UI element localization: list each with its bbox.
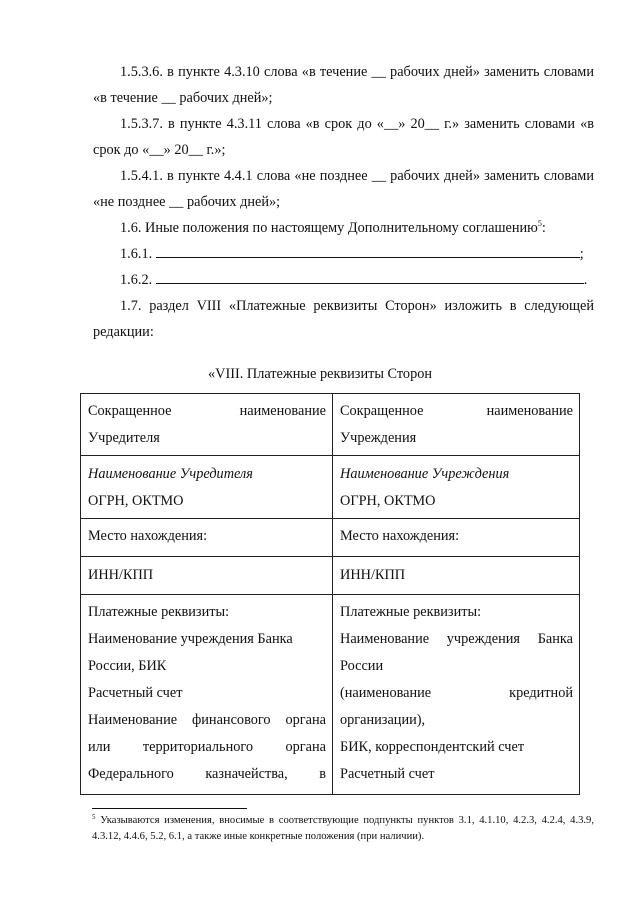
paragraph-1-6-colon: : [541,220,546,236]
fill-in-blank-line [156,242,580,258]
cell-line: или территориального органа [88,739,326,755]
cell-line: ОГРН, ОКТМО [340,493,436,509]
paragraph-1-6-2-label: 1.6.2. [120,272,153,288]
table-row [81,519,580,557]
table-cell [333,557,580,595]
table-cell [333,519,580,557]
section-heading: «VIII. Платежные реквизиты Сторон [207,366,433,382]
table-row [81,394,580,456]
paragraph-1-5-3-7: 1.5.3.7. в пункте 4.3.11 слова «в срок до «__» 20__ г.» заменить словами «в срок до «__» 20__ г.»; [93,116,594,158]
cell-line: Место нахождения: [88,528,208,544]
cell-line: Место нахождения: [340,528,460,544]
cell-line: Наименование учреждения Банка [88,631,293,647]
table-row [81,557,580,595]
table-cell [333,394,580,456]
cell-line: Расчетный счет [340,766,435,782]
cell-line: России, БИК [88,658,167,674]
cell-line: ОГРН, ОКТМО [88,493,184,509]
cell-line: Расчетный счет [88,685,183,701]
cell-line: Платежные реквизиты: [340,604,482,620]
cell-line: Наименование Учреждения [340,466,510,482]
payment-details-table [80,393,580,795]
footnote-text: Указываются изменения, вносимые в соответствующие подпункты пунктов 3.1, 4.1.10, 4.2.3, 4.2.4, 4.3.9, 4.3.12, 4.4.6, 5.2, 6.1, а также иные конкретные положения (при наличии). [92,815,594,842]
cell-line: Федерального казначейства, в [88,766,326,782]
footnote-ref-5: 5 [537,219,542,228]
cell-line: организации), [340,712,426,728]
cell-line: Сокращенное наименование [88,403,326,419]
footnote-mark: 5 [92,813,96,821]
paragraph-1-6-1 [120,241,584,267]
table-cell [81,394,333,456]
table-cell [81,595,333,795]
fill-in-blank-line [156,268,584,284]
table-cell [81,456,333,519]
cell-line: Платежные реквизиты: [88,604,230,620]
table-row [81,595,580,795]
footnote-separator [92,808,247,809]
paragraph-1-6-2-end: . [583,272,588,288]
cell-line: Учреждения [340,430,417,446]
cell-line: ИНН/КПП [340,567,406,583]
cell-line: России [340,658,384,674]
paragraph-1-7: 1.7. раздел VIII «Платежные реквизиты Сторон» изложить в следующей редакции: [93,298,594,340]
table-row [81,456,580,519]
paragraph-1-6-1-end: ; [579,246,584,262]
paragraph-1-6 [120,215,546,241]
cell-line: Наименование Учредителя [88,466,253,482]
table-cell [81,519,333,557]
cell-line: ИНН/КПП [88,567,154,583]
table-cell [333,595,580,795]
paragraph-1-5-3-6: 1.5.3.6. в пункте 4.3.10 слова «в течение __ рабочих дней» заменить словами «в течение __ рабочих дней»; [93,64,594,106]
cell-line: Учредителя [88,430,160,446]
paragraph-1-5-4-1: 1.5.4.1. в пункте 4.4.1 слова «не позднее __ рабочих дней» заменить словами «не позднее __ рабочих дней»; [93,168,594,210]
footnote [92,813,594,845]
paragraph-1-6-2 [120,267,587,293]
cell-line: Наименование финансового органа [88,712,326,728]
cell-line: Наименование учреждения Банка [340,631,573,647]
cell-line: БИК, корреспондентский счет [340,739,525,755]
cell-line: Сокращенное наименование [340,403,573,419]
table-cell [81,557,333,595]
cell-line: (наименование кредитной [340,685,573,701]
table-cell [333,456,580,519]
paragraph-1-6-text: 1.6. Иные положения по настоящему Дополнительному соглашению [120,220,538,236]
paragraph-1-6-1-label: 1.6.1. [120,246,153,262]
